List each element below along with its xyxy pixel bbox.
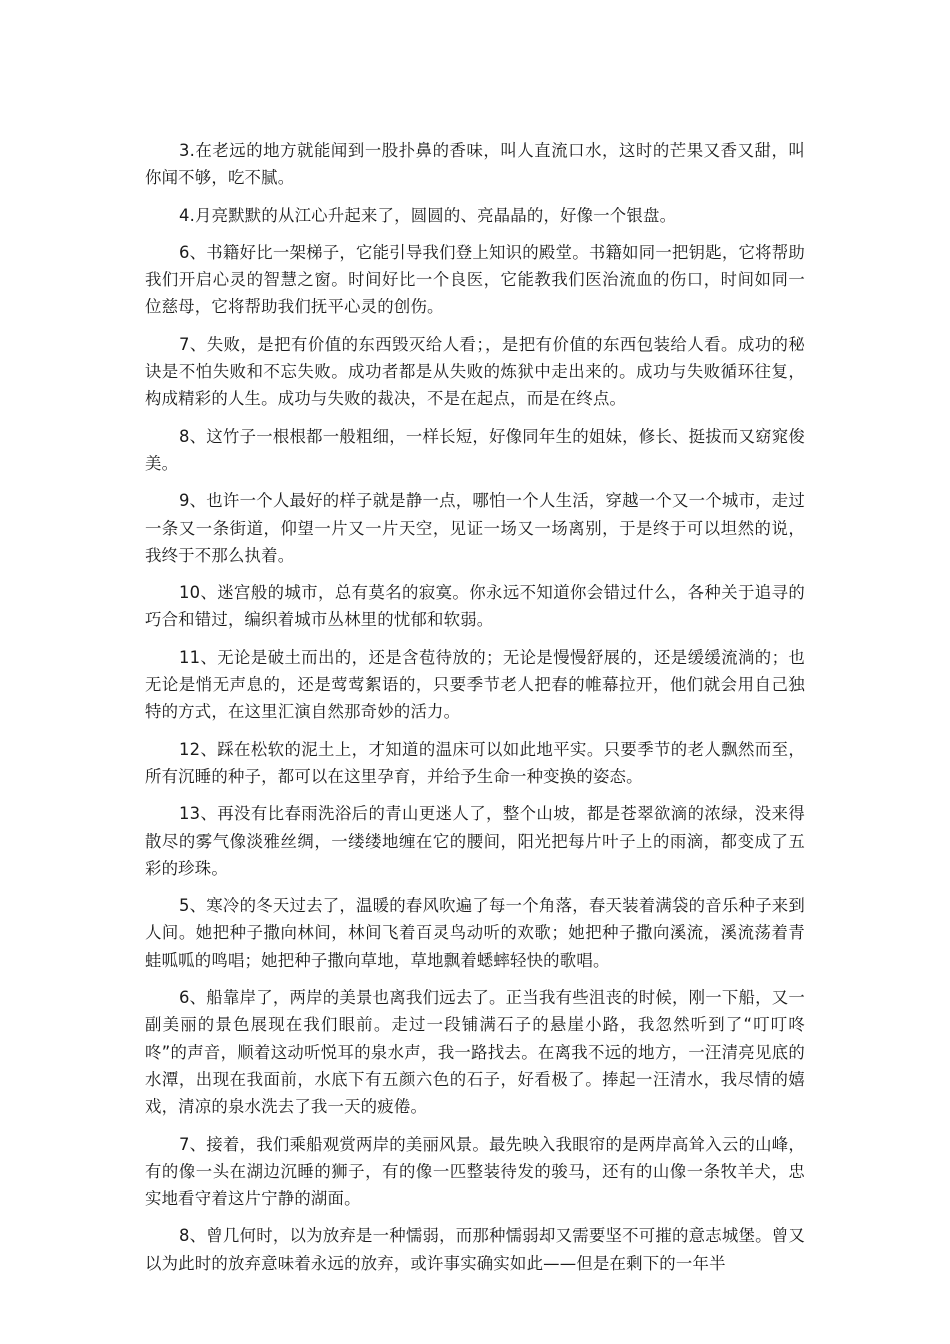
- paragraph-6: 9、也许一个人最好的样子就是静一点，哪怕一个人生活，穿越一个又一个城市，走过一条又一条街道，仰望一片又一片天空，见证一场又一场离别，于是终于可以坦然的说，我终于不那么执着。: [145, 491, 805, 565]
- paragraph-1: 3.在老远的地方就能闻到一股扑鼻的香味，叫人直流口水，这时的芒果又香又甜，叫你闻不够，吃不腻。: [145, 141, 805, 188]
- paragraph-10: 13、再没有比春雨洗浴后的青山更迷人了，整个山坡，都是苍翠欲滴的浓绿，没来得散尽的雾气像淡雅丝绸，一缕缕地缠在它的腰间，阳光把每片叶子上的雨滴，都变成了五彩的珍珠。: [145, 804, 805, 878]
- paragraph-11: 5、寒冷的冬天过去了，温暖的春风吹遍了每一个角落，春天装着满袋的音乐种子来到人间。她把种子撒向林间，林间飞着百灵鸟动听的欢歌；她把种子撒向溪流，溪流荡着青蛙呱呱的鸣唱；她把种子撒向草地，草地飘着蟋蟀轻快的歌唱。: [145, 896, 805, 970]
- document-body: [145, 137, 805, 1287]
- paragraph-8: 11、无论是破土而出的，还是含苞待放的；无论是慢慢舒展的，还是缓缓流淌的；也无论是悄无声息的，还是莺莺絮语的，只要季节老人把春的帷幕拉开，他们就会用自己独特的方式，在这里汇演自然那奇妙的活力。: [145, 647, 805, 722]
- paragraph-12: 6、船靠岸了，两岸的美景也离我们远去了。正当我有些沮丧的时候，刚一下船，又一副美丽的景色展现在我们眼前。走过一段铺满石子的悬崖小路，我忽然听到了“叮叮咚咚”的声音，顺着这动听悦耳的泉水声，我一路找去。在离我不远的地方，一汪清亮见底的水潭，出现在我面前，水底下有五颜六色的石子，好看极了。捧起一汪清水，我尽情的嬉戏，清凉的泉水洗去了我一天的疲倦。: [145, 988, 805, 1117]
- paragraph-4: 7、失败，是把有价值的东西毁灭给人看；，是把有价值的东西包装给人看。成功的秘诀是不怕失败和不忘失败。成功者都是从失败的炼狱中走出来的。成功与失败循环往复，构成精彩的人生。成功与失败的裁决，不是在起点，而是在终点。: [145, 334, 805, 409]
- paragraph-14: 8、曾几何时，以为放弃是一种懦弱，而那种懦弱却又需要坚不可摧的意志城堡。曾又以为此时的放弃意味着永远的放弃，或许事实确实如此——但是在剩下的一年半: [145, 1226, 805, 1273]
- paragraph-7: 10、迷宫般的城市，总有莫名的寂寞。你永远不知道你会错过什么，各种关于追寻的巧合和错过，编织着城市丛林里的忧郁和软弱。: [145, 583, 805, 630]
- paragraph-9: 12、踩在松软的泥土上，才知道的温床可以如此地平实。只要季节的老人飘然而至，所有沉睡的种子，都可以在这里孕育，并给予生命一种变换的姿态。: [145, 739, 805, 786]
- paragraph-5: 8、这竹子一根根都一般粗细，一样长短，好像同年生的姐妹，修长、挺拔而又窈窕俊美。: [145, 426, 805, 473]
- paragraph-3: 6、书籍好比一架梯子，它能引导我们登上知识的殿堂。书籍如同一把钥匙，它将帮助我们开启心灵的智慧之窗。时间好比一个良医，它能教我们医治流血的伤口，时间如同一位慈母，它将帮助我们抚平心灵的创伤。: [145, 242, 805, 317]
- paragraph-2: 4.月亮默默的从江心升起来了，圆圆的、亮晶晶的，好像一个银盘。: [179, 205, 677, 225]
- paragraph-13: 7、接着，我们乘船观赏两岸的美丽风景。最先映入我眼帘的是两岸高耸入云的山峰，有的像一头在湖边沉睡的狮子，有的像一匹整装待发的骏马，还有的山像一条牧羊犬，忠实地看守着这片宁静的湖面。: [145, 1134, 805, 1209]
